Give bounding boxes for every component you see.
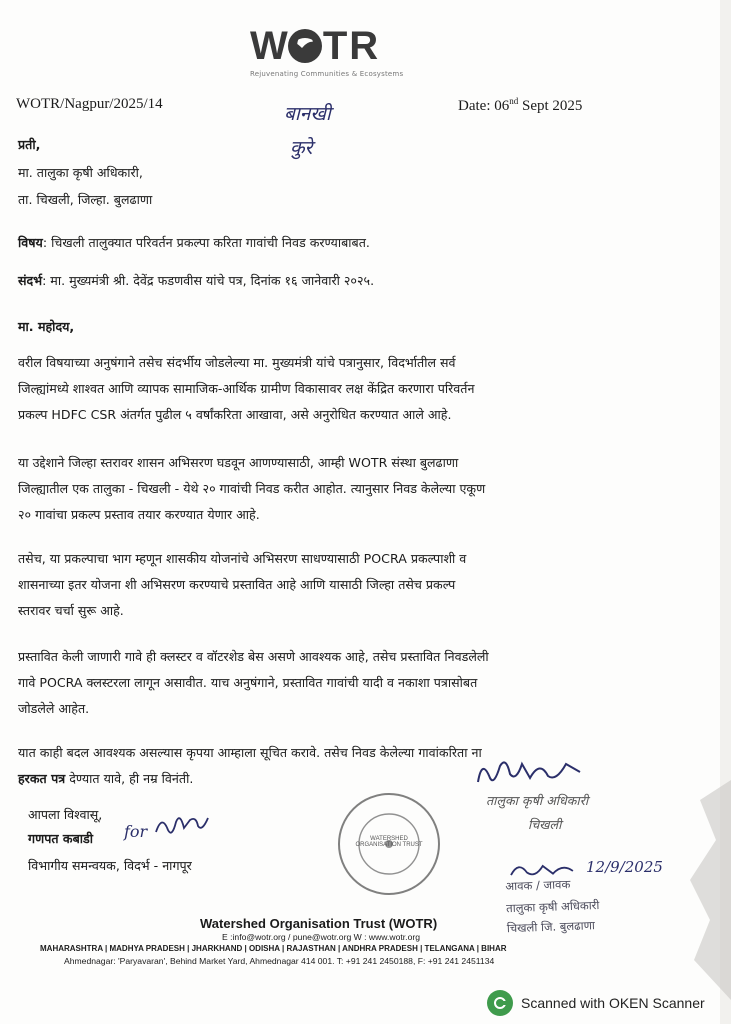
officer-title: तालुका कृषी अधिकारी [486,793,589,808]
footer-contact: E :info@wotr.org / pune@wotr.org W : www.wotr.org [222,932,420,942]
paragraph-line: प्रकल्प HDFC CSR अंतर्गत पुढील ५ वर्षांकरिता आखावा, असे अनुरोधित करण्यात आले आहे. [18,407,452,422]
paragraph-line: शासनाच्या इतर योजना शी अभिसरण करण्याचे प्रस्तावित आहे आणि यासाठी जिल्हा तसेच प्रकल्प [18,577,456,592]
address-line2: ता. चिखली, जिल्हा. बुलढाणा [18,192,153,207]
paragraph-1 [18,350,718,428]
paragraph-line: जिल्ह्यातील एक तालुका - चिखली - येथे २० गावांची निवड करीत आहोत. त्यानुसार निवड केलेल्या एकूण [18,481,486,496]
logo-wordmark: WOTR [250,24,381,68]
paragraph-line: २० गावांचा प्रकल्प प्रस्ताव तयार करण्यात येणार आहे. [18,507,260,522]
signature-icon [152,812,210,840]
salutation: मा. महोदय, [18,319,75,334]
paragraph-2 [18,450,718,528]
paragraph-line: जोडलेले आहेत. [18,701,90,716]
subject-label: विषय [18,235,43,250]
signatory-designation: विभागीय समन्वयक, विदर्भ - नागपूर [28,858,192,873]
paragraph-line: या उद्देशाने जिल्हा स्तरावर शासन अभिसरण घडवून आणण्यासाठी, आम्ही WOTR संस्था बुलढाणा [18,455,459,470]
officer-place: चिखली [528,817,562,832]
paragraph-line: स्तरावर चर्चा सुरू आहे. [18,603,124,618]
closing-line2: हरकत पत्र देण्यात यावे, ही नम्र विनंती. [18,771,194,786]
reference-number: WOTR/Nagpur/2025/14 [16,96,163,112]
paragraph-line: प्रस्तावित केली जाणारी गावे ही क्लस्टर व वॉटरशेड बेस असणे आवश्यक आहे, तसेच प्रस्तावित निवडलेली [18,649,489,664]
inward-office: तालुका कृषी अधिकारी [505,898,600,916]
reference-text: : मा. मुख्यमंत्री श्री. देवेंद्र फडणवीस यांचे पत्र, दिनांक १६ जानेवारी २०२५. [42,273,375,288]
scanner-logo-icon [487,990,513,1016]
yours-faithfully: आपला विश्वासू, [28,807,103,822]
subject-line [18,234,370,251]
paragraph-line: तसेच, या प्रकल्पाचा भाग म्हणून शासकीय योजनांचे अभिसरण साधण्यासाठी POCRA प्रकल्पाशी व [18,551,467,566]
inward-location: चिखली जि. बुलढाणा [506,918,596,936]
paragraph-line: जिल्ह्यांमध्ये शाश्वत आणि व्यापक सामाजिक-आर्थिक ग्रामीण विकासावर लक्ष केंद्रित करणारा परिवर्तन [18,381,475,396]
reference-line [18,272,374,289]
footer-address: Ahmednagar: 'Paryavaran', Behind Market Yard, Ahmednagar 414 001. T: +91 241 2450188, F: +91 241 2451134 [64,956,495,966]
paragraph-line: गावे POCRA क्लस्टरला लागून असावीत. याच अनुषंगाने, प्रस्तावित गावांची यादी व नकाशा पत्रासोबत [18,675,478,690]
officer-signature-icon [470,752,590,792]
stamp-text: WATERSHED ORGANISATION TRUST [355,836,423,848]
scanner-watermark [487,990,705,1016]
reference-label: संदर्भ [18,273,43,288]
inward-label: आवक / जावक [505,877,571,894]
letter-date: Date: 06nd Sept 2025 [458,96,583,114]
footer-org-name: Watershed Organisation Trust (WOTR) [200,916,438,931]
address-line1: मा. तालुका कृषी अधिकारी, [18,165,143,180]
closing-paragraph [18,740,718,792]
subject-text: : चिखली तालुक्यात परिवर्तन प्रकल्पा करिता गावांची निवड करण्याबाबत. [42,235,370,250]
address-to: प्रती, [18,137,41,152]
handwritten-note-line2: कुरे [290,137,313,159]
organisation-stamp [335,790,443,898]
paragraph-line: वरील विषयाच्या अनुषंगाने तसेच संदर्भीय जोडलेल्या मा. मुख्यमंत्री यांचे पत्रानुसार, विदर्भातील सर्व [18,355,456,370]
paragraph-3 [18,546,718,624]
signatory-name: गणपत कबाडी [28,831,94,846]
closing-line1: यात काही बदल आवश्यक असल्यास कृपया आम्हाला सूचित करावे. तसेच निवड केलेल्या गावांकरिता ना [18,745,482,760]
inward-handwritten-date: 12/9/2025 [586,858,663,876]
logo-tagline: Rejuvenating Communities & Ecosystems [250,70,404,78]
footer-states: MAHARASHTRA | MADHYA PRADESH | JHARKHAND | ODISHA | RAJASTHAN | ANDHRA PRADESH | TELANGANA | BIHAR [40,944,507,953]
scanner-label: Scanned with OKEN Scanner [521,995,705,1011]
paragraph-4 [18,644,718,722]
handwritten-note-line1: बानखी [284,103,331,125]
for-signature: for [124,822,148,841]
torn-edge-decoration [680,0,731,1024]
